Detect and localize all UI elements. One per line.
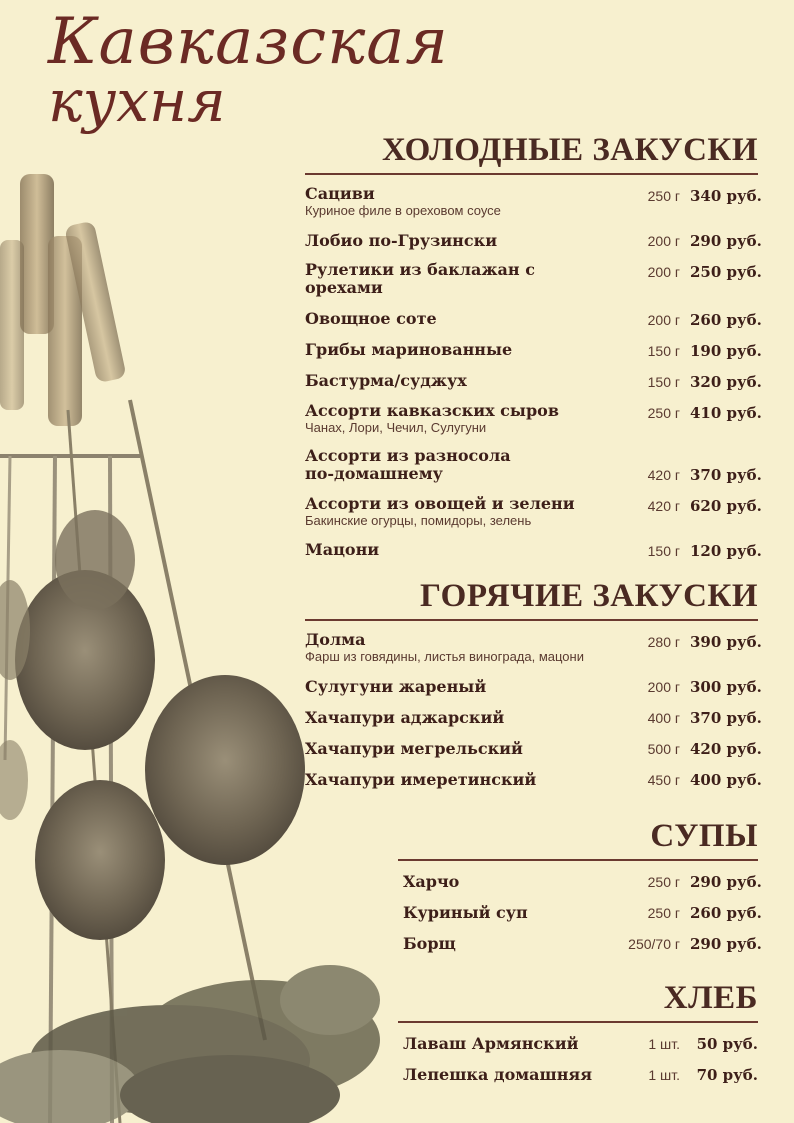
title-line1: Кавказская — [48, 5, 449, 79]
item-weight: 150 г — [647, 342, 680, 359]
section-soups — [398, 818, 762, 964]
item-weight: 250 г — [647, 404, 680, 421]
section-heading: ХЛЕБ — [398, 982, 758, 1023]
item-weight: 1 шт. — [648, 1067, 680, 1083]
meat-piece — [0, 740, 28, 820]
item-weight: 250 г — [647, 188, 680, 204]
menu-item — [305, 309, 762, 329]
item-price: 400 руб. — [690, 770, 762, 789]
menu-item — [305, 707, 762, 727]
meat-piece — [35, 780, 165, 940]
item-weight: 420 г — [647, 497, 680, 514]
item-price: 410 руб. — [690, 403, 762, 422]
item-price: 300 руб. — [690, 677, 762, 696]
item-price: 260 руб. — [690, 904, 762, 922]
item-name: Рулетики из баклажан с орехами — [305, 259, 535, 298]
menu-item — [403, 1033, 758, 1053]
item-price: 370 руб. — [690, 465, 762, 484]
item-name: Сациви — [305, 184, 375, 203]
item-weight: 420 г — [647, 466, 680, 483]
item-name: Бастурма/суджух — [305, 371, 467, 391]
item-name: Ассорти из разносола — [305, 445, 511, 465]
menu-item — [305, 493, 762, 529]
item-price: 190 руб. — [690, 341, 762, 360]
item-weight: 200 г — [647, 232, 680, 249]
item-name-line2: по-домашнему — [305, 464, 443, 484]
menu-item — [305, 230, 762, 250]
item-weight: 250 г — [647, 905, 680, 921]
item-weight: 200 г — [647, 311, 680, 328]
item-weight: 1 шт. — [648, 1036, 680, 1052]
section-cold-appetizers — [305, 132, 762, 571]
item-name: Ассорти кавказских сыров — [305, 400, 559, 420]
meat-piece — [55, 510, 135, 610]
menu-item — [305, 738, 762, 758]
menu-item — [403, 902, 762, 922]
item-price: 260 руб. — [690, 310, 762, 329]
menu-item — [403, 871, 762, 891]
item-name: Куриный суп — [403, 902, 528, 922]
item-price: 290 руб. — [690, 873, 762, 891]
menu-item — [305, 630, 762, 665]
item-name: Хачапури аджарский — [305, 707, 505, 727]
menu-item — [305, 371, 762, 391]
item-price: 420 руб. — [690, 739, 762, 758]
item-price: 250 руб. — [690, 262, 762, 281]
item-weight: 250 г — [647, 874, 680, 890]
item-desc: Фарш из говядины, листья винограда, мацони — [305, 649, 584, 665]
item-name: Хачапури имеретинский — [305, 769, 537, 789]
item-weight: 150 г — [647, 542, 680, 559]
item-price: 320 руб. — [690, 372, 762, 391]
item-weight: 200 г — [647, 263, 680, 280]
item-name: Лепешка домашняя — [403, 1064, 593, 1084]
menu-item — [305, 400, 762, 436]
item-price: 120 руб. — [690, 541, 762, 560]
item-name: Ассорти из овощей и зелени — [305, 493, 575, 513]
item-name: Борщ — [403, 933, 456, 953]
meat-piece — [145, 675, 305, 865]
item-name: Мацони — [305, 540, 380, 560]
item-weight: 500 г — [647, 740, 680, 757]
section-heading: ХОЛОДНЫЕ ЗАКУСКИ — [305, 134, 758, 175]
item-weight: 150 г — [647, 373, 680, 390]
item-desc: Бакинские огурцы, помидоры, зелень — [305, 512, 532, 528]
greens — [0, 965, 380, 1123]
item-price: 620 руб. — [690, 496, 762, 515]
item-weight: 450 г — [647, 771, 680, 788]
item-name: Долма — [305, 630, 366, 649]
menu-item — [305, 445, 762, 484]
item-name: Лобио по-Грузински — [305, 230, 498, 250]
item-name: Сулугуни жареный — [305, 676, 487, 696]
item-name: Лаваш Армянский — [403, 1033, 579, 1053]
menu-item — [403, 1064, 758, 1084]
item-weight: 400 г — [647, 709, 680, 726]
item-weight: 250/70 г — [628, 936, 680, 952]
item-desc: Куриное филе в ореховом соусе — [305, 203, 501, 219]
menu-title — [48, 5, 449, 135]
item-weight: 280 г — [647, 634, 680, 650]
item-price: 290 руб. — [690, 935, 762, 953]
menu-item — [305, 259, 762, 298]
item-price: 370 руб. — [690, 708, 762, 727]
item-price: 390 руб. — [690, 633, 762, 651]
menu-item — [305, 340, 762, 360]
item-name: Харчо — [403, 871, 460, 891]
item-price: 50 руб. — [696, 1035, 758, 1053]
item-price: 290 руб. — [690, 231, 762, 250]
section-heading: ГОРЯЧИЕ ЗАКУСКИ — [305, 580, 758, 621]
item-name: Грибы маринованные — [305, 340, 513, 360]
section-bread — [398, 982, 758, 1095]
title-line2: кухня — [48, 67, 226, 135]
item-name: Хачапури мегрельский — [305, 738, 523, 758]
section-hot-appetizers — [305, 578, 762, 800]
skewer-handle — [0, 240, 24, 410]
item-name: Овощное соте — [305, 309, 437, 329]
item-price: 70 руб. — [696, 1066, 758, 1084]
menu-item — [305, 769, 762, 789]
item-price: 340 руб. — [690, 187, 762, 205]
menu-item — [403, 933, 762, 953]
item-weight: 200 г — [647, 678, 680, 695]
item-desc: Чанах, Лори, Чечил, Сулугуни — [305, 420, 487, 436]
menu-item — [305, 184, 762, 219]
menu-item — [305, 676, 762, 696]
menu-item — [305, 540, 762, 560]
section-heading: СУПЫ — [398, 820, 758, 861]
